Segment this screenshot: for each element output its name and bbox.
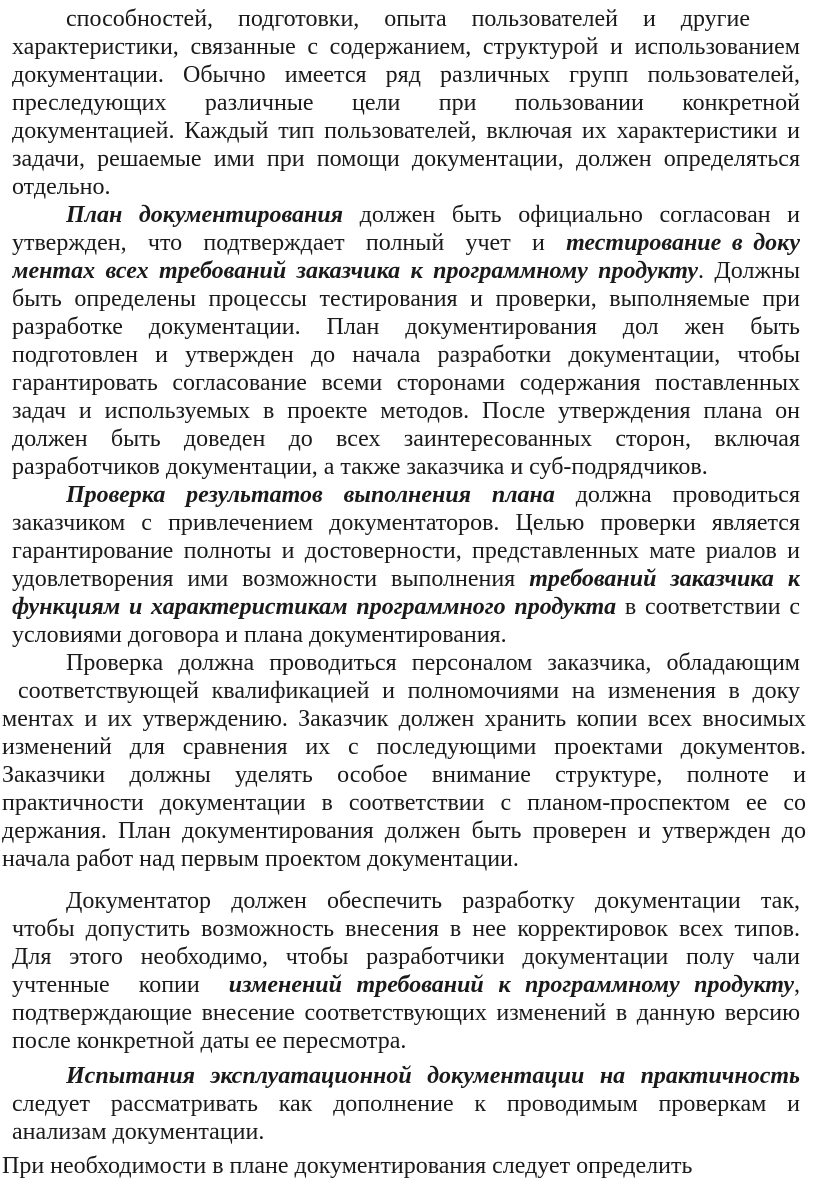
text-run: разработчиков документации, а также заказчика и суб-подрядчиков. [12,454,708,480]
text-run: чтобы допустить возможность внесения в нее корректировок всех типов. [12,916,800,942]
emphasized-phrase: требований заказчика к [529,566,800,592]
emphasized-phrase: ментах всех требований заказчика к программному продукту [12,258,698,284]
text-line [2,761,806,789]
text-run: задачи, решаемые ими при помощи документации, должен определяться [12,146,800,172]
text-line [66,5,750,33]
text-line [18,677,800,705]
text-line [12,593,800,621]
emphasized-phrase: Проверка результатов выполнения плана [66,482,555,508]
text-line [12,173,110,201]
text-run: Документатор должен обеспечить разработку документации так, [66,888,800,914]
text-run: удовлетворения ими возможности выполнения [12,566,530,592]
text-line [2,1152,692,1180]
text-run: задач и используемых в проекте методов. После утверждения плана он [12,398,800,424]
text-line [66,887,800,915]
text-run: заказчиком с привлечением документаторов. Целью проверки является [12,510,800,536]
text-run: характеристики, связанные с содержанием, структурой и использованием [12,34,800,60]
text-run: должен быть доведен до всех заинтересованных сторон, включая [12,426,800,452]
text-run: преследующих различные цели при пользовании конкретной [12,90,800,116]
emphasized-phrase: тестирование в доку [566,230,800,256]
text-run: способностей, подготовки, опыта пользователей и другие [66,6,750,32]
text-line [12,61,800,89]
text-run: соответствующей квалификацией и полномочиями на изменения в доку [18,678,800,704]
text-run: начала работ над первым проектом документации. [2,846,519,872]
emphasized-phrase: Испытания эксплуатационной документации на практичность [66,1063,800,1089]
text-line [66,1062,800,1090]
text-line [12,33,800,61]
text-run: ментах и их утверждению. Заказчик должен хранить копии всех вносимых [2,706,806,732]
text-line [12,397,800,425]
text-line [12,425,800,453]
text-run: после конкретной даты ее пересмотра. [12,1028,407,1054]
text-run: Проверка должна проводиться персоналом заказчика, обладающим [66,650,800,676]
text-line [66,481,800,509]
text-run: разработке документации. План документирования дол жен быть [12,314,800,340]
text-line [2,733,806,761]
text-run: гарантирование полноты и достоверности, представленных мате риалов и [12,538,800,564]
text-run: гарантировать согласование всеми сторонами содержания поставленных [12,370,800,396]
emphasized-phrase: План документирования [66,202,344,228]
text-run: отдельно. [12,174,111,200]
text-run: . Должны [698,258,800,284]
text-run: держания. План документирования должен быть проверен и утвержден до [2,818,806,844]
emphasized-phrase: функциям и характеристикам программного продукта [12,594,617,620]
text-line [12,89,800,117]
text-run: условиями договора и плана документирования. [12,622,507,648]
text-line [12,537,800,565]
text-run: должен быть официально согласован и [343,202,800,228]
text-line [12,971,800,999]
text-line [66,649,800,677]
text-line [2,705,806,733]
text-line [12,117,800,145]
text-run: анализам документации. [12,1119,265,1145]
text-line [12,229,800,257]
text-line [2,845,519,873]
text-line [12,1118,264,1146]
text-run: документации. Обычно имеется ряд различных групп пользователей, [12,62,800,88]
text-line [2,817,806,845]
text-line [66,201,800,229]
text-run: практичности документации в соответствии с планом-проспектом ее со [2,790,806,816]
text-run: учтенные копии [12,972,229,998]
text-line [12,1090,800,1118]
text-run: подтверждающие внесение соответствующих изменений в данную версию [12,1000,800,1026]
text-run: быть определены процессы тестирования и проверки, выполняемые при [12,286,800,312]
text-line [12,915,800,943]
text-line [12,621,507,649]
text-line [12,257,800,285]
text-line [12,1027,406,1055]
text-line [12,145,800,173]
text-line [12,453,708,481]
text-run: в соответствии с [616,594,800,620]
text-run: , [794,972,800,998]
text-run: утвержден, что подтверждает полный учет и [12,230,567,256]
text-line [12,565,800,593]
text-line [12,369,800,397]
text-run: документацией. Каждый тип пользователей, включая их характеристики и [12,118,800,144]
emphasized-phrase: изменений требований к программному продукту [228,972,794,998]
text-run: подготовлен и утвержден до начала разработки документации, чтобы [12,342,800,368]
text-run: При необходимости в плане документирования следует определить [2,1153,693,1179]
text-line [12,341,800,369]
text-line [2,789,806,817]
text-line [12,285,800,313]
text-line [12,313,800,341]
text-run: Для этого необходимо, чтобы разработчики документации полу чали [12,944,800,970]
text-run: должна проводиться [554,482,800,508]
text-run: изменений для сравнения их с последующими проектами документов. [2,734,806,760]
text-run: следует рассматривать как дополнение к проводимым проверкам и [12,1091,800,1117]
text-line [12,999,800,1027]
text-line [12,943,800,971]
text-run: Заказчики должны уделять особое внимание структуре, полноте и [2,762,806,788]
text-line [12,509,800,537]
